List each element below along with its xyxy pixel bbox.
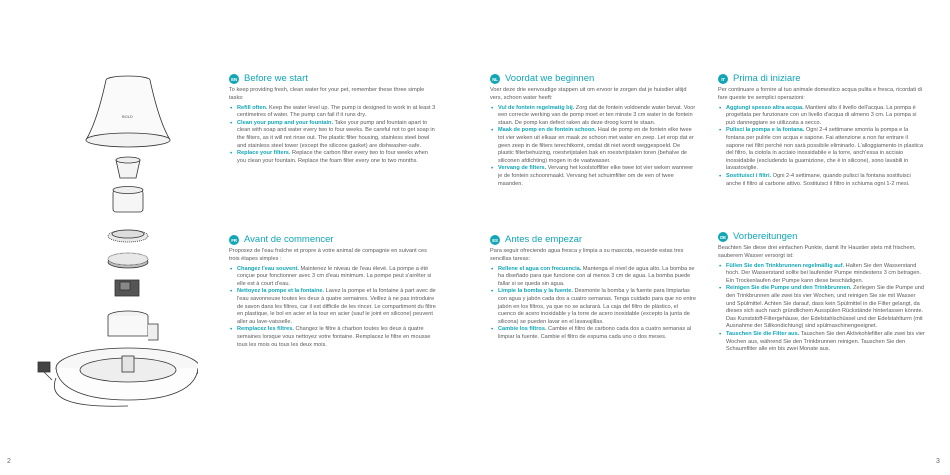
language-badge-es: ES: [490, 235, 500, 245]
list-item: • Füllen Sie den Trinkbrunnen regelmäßig auf. Halten Sie den Wasserstand hoch. Der Wasserstand sollte bei laufender Pumpe mindestens 3 cm betragen. Ein Trockenlaufen der Pumpe kann diese beschädigen.: [718, 263, 925, 286]
fountain-logo-text: BOLD: [122, 114, 133, 119]
list-item: • Aggiungi spesso altra acqua. Mantieni alto il livello dell'acqua. La pompa è progettata per funzionare con un livello d'acqua di almeno 3 cm. La pompa si può danneggiare se utilizzata a secco.: [718, 105, 925, 128]
section-intro-fr: Proposez de l'eau fraîche et propre à votre animal de compagnie en suivant ces trois étapes simples :: [229, 248, 427, 263]
fountain-exploded-illustration: [28, 68, 198, 408]
language-badge-de: DE: [718, 232, 728, 242]
list-item: • Limpie la bomba y la fuente. Desmonte la bomba y la fuente para limpiarlas con agua y jabón cada dos a cuatro semanas. Tenga cuidado para que no entre jabón en los filtros, ya que no se aclarará. La caja del filtro de plástico, el cuenco de acero inoxidable y la torre de acero inoxidable (excepto la junta de silicona) se pueden lavar en el lavavajillas.: [490, 288, 697, 326]
section-title-fr: Avant de commencer: [244, 234, 334, 245]
page-number-left: 2: [7, 458, 11, 465]
section-intro-es: Para seguir ofreciendo agua fresca y limpia a su mascota, recuerde estas tres sencillas tareas:: [490, 248, 684, 263]
list-item: • Sostituisci i filtri. Ogni 2-4 settimane, quando pulisci la fontana sostituisci anche il filtro al carbone attivo. Sostituisci il filtro in schiuma ogni 1-2 mesi.: [718, 173, 925, 188]
language-badge-fr: FR: [229, 235, 239, 245]
pet-fountain-icon: [28, 68, 198, 408]
section-title-es: Antes de empezar: [505, 234, 583, 245]
list-item: • Pulisci la pompa e la fontana. Ogni 2-4 settimane smonta la pompa e la fontana per pulirle con acqua e sapone. Fai attenzione a non far entrare il sapone nei filtri perché non sarà possibile eliminarlo. L'alloggiamento in plastica del filtro, la ciotola in acciaio inossidabile e la torre, anch'essa in acciaio inossidabile (escludendo la guarnizione, che è in silicone), sono lavabili in lavastoviglie.: [718, 127, 925, 173]
list-item: • Clean your pump and your fountain. Take your pump and fountain apart to clean with soap and water every two to four weeks. Be careful not to get soap in the filters, as it will not rinse out. The plastic filter housing, stainless steel bowl and stainless steel tower (except the silicone gasket) are dishwasher-safe.: [229, 120, 436, 150]
section-title-nl: Voordat we beginnen: [505, 73, 595, 84]
language-badge-it: IT: [718, 74, 728, 84]
section-nl: [490, 74, 697, 188]
list-item: • Reinigen Sie die Pumpe und den Trinkbrunnen. Zerlegen Sie die Pumpe und den Trinkbrunnen alle zwei bis vier Wochen, und reinigen Sie sie mit Wasser und Spülmittel. Achten Sie darauf, dass kein Spülmittel in die Filter gelangt, da dieses sich auch nach gründlichem Ausspülen Rückstände hinterlassen könnte. Das Kunststoff-Filtergehäuse, der Edelstahlschüssel und der Edelstahlturm (mit Ausnahme der Silikondichtung) sind spülmaschinengeeignet.: [718, 285, 925, 331]
list-item: • Tauschen Sie die Filter aus. Tauschen Sie den Aktivkohlefilter alle zwei bis vier Wochen aus, während Sie den Trinkbrunnen reinigen. Tauschen Sie den Schaumfilter alle ein bis zwei Monate aus.: [718, 331, 925, 354]
list-item: • Remplacez les filtres. Changez le filtre à charbon toutes les deux à quatre semaines lorsque vous nettoyez votre fontaine. Remplacez le filtre en mousse tous les mois ou tous les deux mois.: [229, 326, 436, 349]
list-item: • Cambie los filtros. Cambie el filtro de carbono cada dos a cuatro semanas al limpiar la fuente. Cambie el filtro de espuma cada uno o dos meses.: [490, 326, 697, 341]
section-intro-en: To keep providing fresh, clean water for your pet, remember these three simple tasks:: [229, 87, 425, 102]
section-it: [718, 74, 925, 188]
page-number-right: 3: [936, 458, 940, 465]
list-item: • Maak de pomp en de fontein schoon. Haal de pomp en de fontein elke twee tot vier weken uit elkaar en maak ze schoon met water en zeep. Let erop dat er geen zeep in de filters terechtkomt, omdat dit niet wordt weggespoeld. De plastic filterbehuizing, roestvrijstalen bak en roestvrijstalen toren (behalve de siliconen afdichting) mogen in de vaatwasser.: [490, 127, 697, 165]
list-item: • Changez l'eau souvent. Maintenez le niveau de l'eau élevé. La pompe a été conçue pour fonctionner avec 3 cm d'eau minimum. La pompe peut s'arrêter si elle est à court d'eau.: [229, 266, 436, 289]
list-item: • Vervang de filters. Vervang het koolstoffilter elke twee tot vier weken wanneer je de fontein schoonmaakt. Vervang het schuimfilter om de een of twee maanden.: [490, 165, 697, 188]
list-item: • Replace your filters. Replace the carbon filter every two to four weeks when you clean your fountain. Replace the foam filter every one to two months.: [229, 150, 436, 165]
section-fr: [229, 235, 436, 349]
section-intro-de: Beachten Sie diese drei einfachen Punkte, damit Ihr Haustier stets mit frischem, sauberem Wasser versorgt ist:: [718, 245, 916, 260]
section-intro-it: Per continuare a fornire al tuo animale domestico acqua pulita e fresca, ricordati di fare queste tre semplici operazioni:: [718, 87, 922, 102]
section-title-de: Vorbereitungen: [733, 231, 798, 242]
list-item: • Nettoyez la pompe et la fontaine. Lavez la pompe et la fontaine à part avec de l'eau savonneuse toutes les deux à quatre semaines. Veillez à ne pas introduire de savon dans les filtres, car il est difficile de les rincer. Le compartiment du filtre en plastique, le bol en acier et la tour en acier (sauf le joint en silicone) peuvent aller au lave-vaisselle.: [229, 288, 436, 326]
language-badge-en: EN: [229, 74, 239, 84]
list-item: • Rellene el agua con frecuencia. Mantenga el nivel de agua alto. La bomba se ha diseñado para que funcione con al menos 3 cm de agua. La bomba puede fallar si se queda sin agua.: [490, 266, 697, 289]
language-badge-nl: NL: [490, 74, 500, 84]
section-es: [490, 235, 697, 342]
section-en: [229, 74, 436, 165]
list-item: • Vul de fontein regelmatig bij. Zorg dat de fontein voldoende water bevat. Voor een correcte werking van de pomp moet er ten minste 3 cm water in de fontein staan. De pomp kan defect raken als deze droog komt te staan.: [490, 105, 697, 128]
section-de: [718, 232, 925, 354]
section-intro-nl: Voer deze drie eenvoudige stappen uit om ervoor te zorgen dat je huisdier altijd vers, schoon water heeft:: [490, 87, 687, 102]
section-title-en: Before we start: [244, 73, 308, 84]
list-item: • Refill often. Keep the water level up. The pump is designed to work in at least 3 centimetres of water. The pump can fail if it runs dry.: [229, 105, 436, 120]
section-title-it: Prima di iniziare: [733, 73, 801, 84]
